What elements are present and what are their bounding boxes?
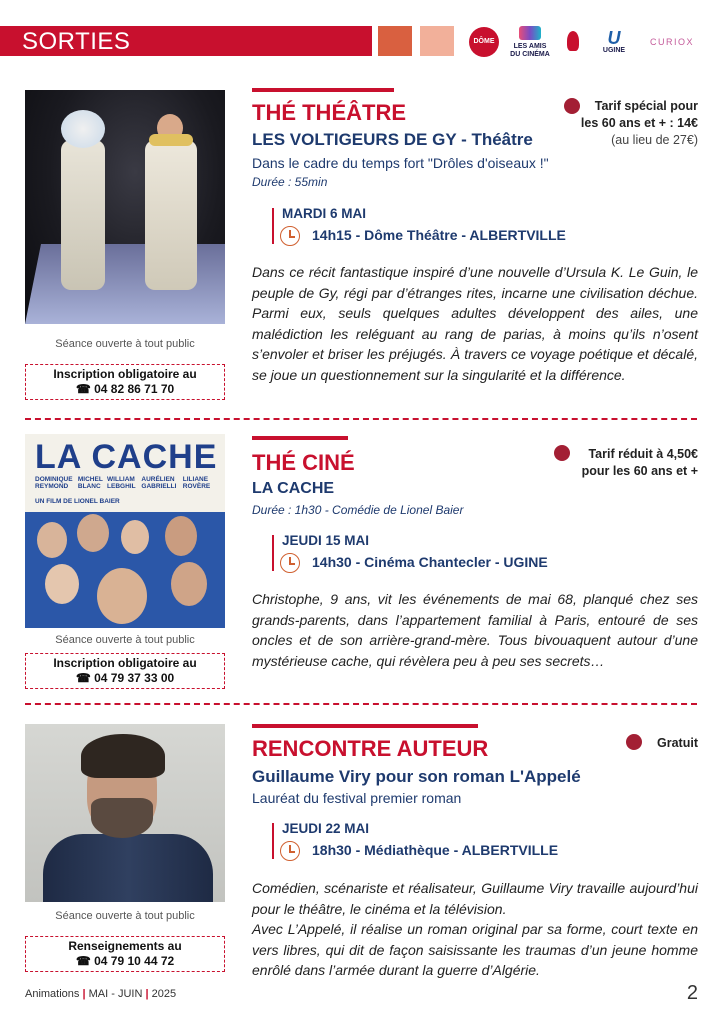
event-category: THÉ THÉÂTRE [252, 100, 406, 125]
event-time-place: 14h30 - Cinéma Chantecler - UGINE [312, 554, 548, 570]
category-bar [252, 88, 394, 92]
photo-caption: Séance ouverte à tout public [55, 338, 195, 350]
footer-label: Animations [25, 988, 80, 1000]
footer-year: 2025 [151, 988, 177, 1000]
event-subtitle: Lauréat du festival premier roman [252, 790, 462, 806]
tarif-info: Tarif réduit à 4,50€ pour les 60 ans et + [581, 447, 698, 478]
clock-icon [280, 841, 300, 861]
event-title: Guillaume Viry pour son roman L'Appelé [252, 767, 581, 786]
registration-box [25, 653, 225, 689]
event-date: JEUDI 22 MAI [282, 821, 370, 836]
section-separator [25, 703, 697, 705]
poster-cast: DOMINIQUE REYMOND MICHEL BLANC WILLIAM LEBGHIL AURÉLIEN GABRIELLI LILIANE ROVÈRE [35, 476, 211, 490]
clock-icon [280, 553, 300, 573]
footer-months: MAI - JUIN [88, 988, 143, 1000]
event-title: LES VOLTIGEURS DE GY - Théâtre [252, 130, 533, 149]
page-header [0, 22, 722, 62]
phone-number: ☎ 04 82 86 71 70 [75, 382, 175, 396]
event-date: MARDI 6 MAI [282, 206, 366, 221]
contact-label: Inscription obligatoire au [53, 656, 197, 670]
event-subtitle: Dans le cadre du temps fort "Drôles d'oiseaux !" [252, 155, 549, 171]
photo-caption: Séance ouverte à tout public [55, 634, 195, 646]
event-duration: Durée : 55min [252, 175, 328, 189]
tarif-dot-icon [626, 734, 642, 750]
phone-number: ☎ 04 79 37 33 00 [75, 671, 175, 685]
header-square-dark [378, 26, 412, 56]
section-separator [25, 418, 697, 420]
dome-logo: DÔME [468, 22, 500, 62]
contact-label: Renseignements au [68, 939, 182, 953]
event-duration: Durée : 1h30 - Comédie de Lionel Baier [252, 503, 464, 517]
tarif-info: Gratuit [657, 736, 698, 750]
event-time-place: 14h15 - Dôme Théâtre - ALBERTVILLE [312, 227, 566, 243]
event-description: Christophe, 9 ans, vit les événements de mai 68, planqué chez ses grands-parents, dans l’appartement familial à Paris, entouré de ses oncles et de son arrière-grand-mère. Tous bivouaquent autour d’une mystérieuse cache, qui révèlera peu à peu ses secrets… [252, 591, 698, 669]
tarif-info: Tarif spécial pour les 60 ans et + : 14€ (au lieu de 27€) [580, 99, 698, 147]
flame-icon [567, 31, 579, 51]
clock-icon [280, 226, 300, 246]
date-line [272, 208, 274, 244]
registration-box [25, 364, 225, 400]
category-bar [252, 436, 348, 440]
amis-cinema-logo: LES AMIS DU CINÉMA [508, 22, 552, 62]
header-square-light [420, 26, 454, 56]
albertville-logo [560, 22, 586, 62]
page-footer: Animations | MAI - JUIN | 2025 [25, 988, 177, 1000]
description-paragraph-1: Comédien, scénariste et réalisateur, Guillaume Viry travaille aujourd’hui pour le théâtre, le cinéma et la télévision. [252, 880, 698, 917]
contact-label: Inscription obligatoire au [53, 367, 197, 381]
poster-director: UN FILM DE LIONEL BAIER [35, 498, 120, 505]
contact-box [25, 936, 225, 972]
theatre-photo [25, 90, 225, 324]
ugine-logo: U UGINE [602, 28, 626, 54]
section-title: SORTIES [22, 28, 131, 55]
event-description [252, 878, 698, 981]
la-cache-poster [25, 434, 225, 628]
curiox-logo: CURIOX [649, 37, 694, 47]
event-category: THÉ CINÉ [252, 450, 355, 475]
event-date: JEUDI 15 MAI [282, 533, 370, 548]
category-bar [252, 724, 478, 728]
camera-icon [519, 26, 541, 40]
event-category: RENCONTRE AUTEUR [252, 736, 489, 761]
event-description: Dans ce récit fantastique inspiré d’une nouvelle d’Ursula K. Le Guin, le peuple de Gy, régi par d’étranges rites, incarne une civilisation déchue. Parmi eux, seuls quelques adultes développent des ailes, une malédiction les reléguant au rang de parias, à moins qu’ils n’osent s’envoler et briser les préjugés. À travers ce voyage poétique et décalé, se joue un questionnement sur la singularité et la différence. [252, 264, 698, 383]
description-paragraph-2: Avec L’Appelé, il réalise un roman original par sa forme, court texte en vers libres, qui dit de façon saisissante les traumas d’un jeune homme enrôlé dans l’armée durant la guerre d’Algérie. [252, 921, 698, 978]
tarif-dot-icon [554, 445, 570, 461]
phone-number: ☎ 04 79 10 44 72 [75, 954, 175, 968]
event-time-place: 18h30 - Médiathèque - ALBERTVILLE [312, 842, 559, 858]
date-line [272, 823, 274, 859]
date-line [272, 535, 274, 571]
photo-caption: Séance ouverte à tout public [55, 910, 195, 922]
author-photo [25, 724, 225, 902]
tarif-dot-icon [564, 98, 580, 114]
page-number: 2 [686, 982, 698, 1004]
poster-title: LA CACHE [35, 438, 218, 476]
event-title: LA CACHE [252, 480, 335, 497]
